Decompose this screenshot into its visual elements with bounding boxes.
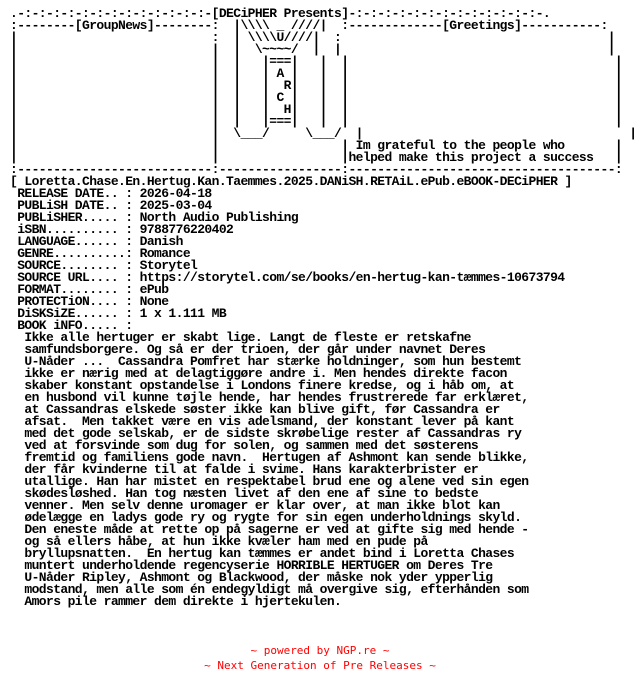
nfo-line: | | | | C | | | | [10,90,623,105]
nfo-line: der får kvinderne til at falde i svime. Hans karakterbrister er [10,462,479,477]
nfo-line: SOURCE URL.... : https://storytel.com/se/books/en-hertug-kan-tæmmes-10673794 [10,270,565,285]
nfo-line: skaber konstant opstandelse i Londons finere kredse, og i håb om, at [10,378,515,393]
nfo-line: BOOK iNFO..... : [10,318,133,333]
nfo-line: venner. Men selv denne uromager er klar over, at man ikke blot kan [10,498,500,513]
nfo-line: ødelægge en ladys gode ry og rygte for sin egen underholdnings skyld. [10,510,522,525]
nfo-line: fremtid og familiens gode navn. Hertugen af Ashmont kan sende blikke, [10,450,529,465]
nfo-line: afsat. Men takket være en vis adelsmand, der konstant lever på kant [10,414,515,429]
nfo-line: :---------------------------:-----------------:-------------------------------------: [10,162,623,177]
nfo-line: | | | |===| | | | [10,114,623,129]
footer-powered-by: ~ powered by NGP.re ~ [250,644,390,657]
nfo-line: | | |helped make this project a success | [10,150,623,165]
nfo-line: iSBN.......... : 9788776220402 [10,222,234,237]
nfo-line: .-:-:-:-:-:-:-:-:-:-:-:-:-:-[DECiPHER Presents]-:-:-:-:-:-:-:-:-:-:-:-:-:-. [10,6,551,21]
nfo-line: Ikke alle hertuger er skabt lige. Langt de fleste er retskafne [10,330,471,345]
nfo-line: ikke er nærig med at delagtiggøre andre i. Men hendes direkte facon [10,366,507,381]
nfo-line: FORMAT........ : ePub [10,282,169,297]
footer-tagline: ~ Next Generation of Pre Releases ~ [204,659,436,672]
nfo-line: | | | | R| | | | [10,78,623,93]
nfo-line: samfundsborgere. Og så er der trioen, der går under navnet Deres [10,342,486,357]
nfo-line: [ Loretta.Chase.En.Hertug.Kan.Taemmes.2025.DANiSH.RETAiL.ePub.eBOOK-DECiPHER ] [10,174,572,189]
nfo-line: PUBLiSHER..... : North Audio Publishing [10,210,299,225]
nfo-line: modstand, men alle som én endegyldigt må overgive sig, efterhånden som [10,582,529,597]
nfo-line: GENRE..........: Romance [10,246,191,261]
nfo-line: SOURCE........ : Storytel [10,258,198,273]
nfo-line: skødesløshed. Han tog næsten livet af den ene af sine to bedste [10,486,479,501]
nfo-line: Den eneste måde at rette op på sagerne er ved at gifte sig med hende - [10,522,529,537]
nfo-line: bryllupsnatten. En hertug kan tæmmes er andet bind i Loretta Chases [10,546,515,561]
nfo-line: utallige. Han har mistet en respektabel brud ene og alene ved sin egen [10,474,529,489]
nfo-line: muntert underholdende regencyserie HORRIBLE HERTUGER om Deres Tre [10,558,493,573]
nfo-line: ved at forsvinde som dug for solen, og sammen med det søsterens [10,438,479,453]
nfo-text-block [10,8,637,608]
nfo-line: RELEASE DATE.. : 2026-04-18 [10,186,212,201]
nfo-line: :--------[GroupNews]--------: |\\\\ _ ////| :-------------[Greetings]-----------: [10,18,608,33]
nfo-line: DiSKSiZE...... : 1 x 1.111 MB [10,306,227,321]
nfo-line: en husbond vil kunne tøjle hende, har hendes frustrerede far erklæret, [10,390,529,405]
nfo-line: | : | \\\\U////| : | [10,30,615,45]
nfo-line: Amors pile rammer dem direkte i hjertekulen. [10,594,342,609]
nfo-line: | | | \~~~~/ | | | [10,42,615,57]
nfo-line: PUBLiSH DATE.. : 2025-03-04 [10,198,212,213]
nfo-line: | | | |===| | | | [10,54,623,69]
nfo-line: | | | | A | | | | [10,66,623,81]
nfo-line: U-Nåder ... Cassandra Pomfret har stærke holdninger, som hun bestemt [10,354,522,369]
nfo-line: og så ellers håbe, at hun ikke kvæler ham med en pude på [10,534,428,549]
nfo-line: at Cassandras elskede søster ikke kan blive gift, før Cassandra er [10,402,500,417]
nfo-line: LANGUAGE...... : Danish [10,234,183,249]
nfo-line: U-Nåder Ripley, Ashmont og Blackwood, der måske nok yder ypperlig [10,570,493,585]
nfo-line: | | \___/ \___/ | | [10,126,637,141]
nfo-line: | | | Im grateful to the people who | [10,138,623,153]
nfo-line: PROTECTiON.... : None [10,294,169,309]
nfo-line: med det gode selskab, er de sidste skrøbelige rester af Cassandras ry [10,426,522,441]
nfo-line: | | | | H| | | | [10,102,623,117]
